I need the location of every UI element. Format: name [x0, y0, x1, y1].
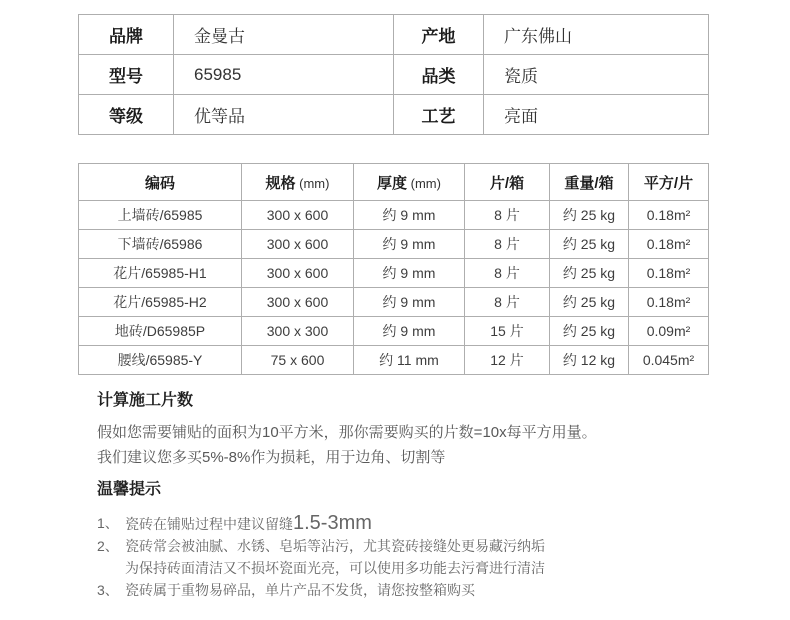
table-row [79, 288, 709, 317]
brand-label: 品牌 [79, 15, 174, 55]
category-label: 品类 [394, 55, 484, 95]
cell-pieces: 8 片 [465, 259, 550, 288]
cell-weight: 约 25 kg [550, 230, 629, 259]
calc-line-1: 假如您需要铺贴的面积为10平方米，那你需要购买的片数=10x每平方用量。 [97, 424, 597, 441]
cell-thickness: 约 9 mm [354, 317, 465, 346]
table-row [79, 317, 709, 346]
cell-pieces: 8 片 [465, 288, 550, 317]
attr-row-brand-origin [79, 15, 709, 55]
cell-code: 花片/65985-H1 [79, 259, 242, 288]
cell-code: 下墙砖/65986 [79, 230, 242, 259]
attr-row-model-category [79, 55, 709, 95]
tip-text: 瓷砖属于重物易碎品，单片产品不发货，请您按整箱购买 [125, 582, 475, 598]
tip-number: 1、 [97, 515, 119, 531]
column-header-weight-per-box: 重量/箱 [550, 164, 629, 201]
tile-spec-table [78, 163, 709, 375]
cell-weight: 约 12 kg [550, 346, 629, 375]
cell-area: 0.18m² [629, 288, 709, 317]
cell-size: 75 x 600 [242, 346, 354, 375]
column-header-pieces-per-box: 片/箱 [465, 164, 550, 201]
calc-section-title: 计算施工片数 [97, 392, 194, 409]
cell-weight: 约 25 kg [550, 288, 629, 317]
cell-thickness: 约 9 mm [354, 230, 465, 259]
cell-area: 0.18m² [629, 230, 709, 259]
origin-label: 产地 [394, 15, 484, 55]
tips-section-title: 温馨提示 [97, 481, 162, 498]
tips-section [97, 476, 722, 601]
column-header-area-per-piece: 平方/片 [629, 164, 709, 201]
model-value: 65985 [174, 55, 394, 95]
column-header-thickness: 厚度 (mm) [354, 164, 465, 201]
cell-size: 300 x 600 [242, 230, 354, 259]
attr-row-grade-finish [79, 95, 709, 135]
cell-size: 300 x 600 [242, 201, 354, 230]
table-row [79, 230, 709, 259]
cell-thickness: 约 11 mm [354, 346, 465, 375]
cell-weight: 约 25 kg [550, 317, 629, 346]
origin-value: 广东佛山 [484, 15, 709, 55]
finish-label: 工艺 [394, 95, 484, 135]
calc-line-2: 我们建议您多买5%-8%作为损耗，用于边角、切割等 [97, 449, 446, 466]
grade-value: 优等品 [174, 95, 394, 135]
tip-number: 2、 [97, 538, 119, 554]
cell-code: 花片/65985-H2 [79, 288, 242, 317]
cell-code: 腰线/65985-Y [79, 346, 242, 375]
tip-number: 3、 [97, 582, 119, 598]
tip-text: 瓷砖常会被油腻、水锈、皂垢等沾污，尤其瓷砖接缝处更易藏污纳垢 为保持砖面清洁又不损坏瓷面光亮，可以使用多功能去污膏进行清洁 [125, 538, 545, 576]
finish-value: 亮面 [484, 95, 709, 135]
spec-header-row [79, 164, 709, 201]
grade-label: 等级 [79, 95, 174, 135]
cell-pieces: 8 片 [465, 230, 550, 259]
tip-item-3 [97, 579, 722, 601]
table-row [79, 201, 709, 230]
cell-pieces: 15 片 [465, 317, 550, 346]
cell-area: 0.18m² [629, 201, 709, 230]
cell-area: 0.18m² [629, 259, 709, 288]
model-label: 型号 [79, 55, 174, 95]
gap-size-highlight: 1.5-3mm [293, 512, 372, 534]
cell-area: 0.09m² [629, 317, 709, 346]
cell-size: 300 x 300 [242, 317, 354, 346]
cell-code: 上墙砖/65985 [79, 201, 242, 230]
cell-size: 300 x 600 [242, 259, 354, 288]
tip-item-1 [97, 512, 722, 535]
cell-code: 地砖/D65985P [79, 317, 242, 346]
column-header-code: 编码 [79, 164, 242, 201]
tip-text: 瓷砖在铺贴过程中建议留缝1.5-3mm [125, 512, 372, 534]
brand-value: 金曼古 [174, 15, 394, 55]
cell-pieces: 8 片 [465, 201, 550, 230]
table-row [79, 346, 709, 375]
cell-thickness: 约 9 mm [354, 201, 465, 230]
column-header-size: 规格 (mm) [242, 164, 354, 201]
cell-size: 300 x 600 [242, 288, 354, 317]
table-row [79, 259, 709, 288]
cell-pieces: 12 片 [465, 346, 550, 375]
cell-weight: 约 25 kg [550, 201, 629, 230]
cell-area: 0.045m² [629, 346, 709, 375]
cell-weight: 约 25 kg [550, 259, 629, 288]
cell-thickness: 约 9 mm [354, 288, 465, 317]
product-attributes-table [78, 14, 709, 135]
tip-item-2 [97, 535, 722, 579]
cell-thickness: 约 9 mm [354, 259, 465, 288]
calc-section [97, 387, 722, 470]
category-value: 瓷质 [484, 55, 709, 95]
